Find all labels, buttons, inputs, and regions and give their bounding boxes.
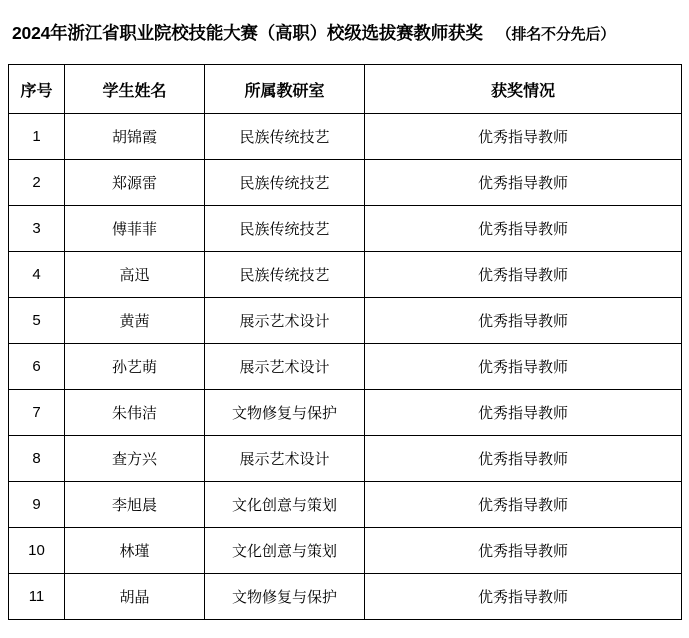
table-row bbox=[9, 298, 682, 344]
cell-name: 胡晶 bbox=[65, 574, 205, 620]
cell-room: 民族传统技艺 bbox=[205, 114, 365, 160]
cell-no: 10 bbox=[9, 528, 65, 574]
cell-no: 3 bbox=[9, 206, 65, 252]
cell-room: 展示艺术设计 bbox=[205, 344, 365, 390]
cell-name: 郑源雷 bbox=[65, 160, 205, 206]
table-header-row bbox=[9, 65, 682, 114]
column-header-no: 序号 bbox=[9, 65, 65, 114]
cell-no: 9 bbox=[9, 482, 65, 528]
page-title bbox=[8, 0, 681, 45]
cell-no: 4 bbox=[9, 252, 65, 298]
cell-name: 黄茜 bbox=[65, 298, 205, 344]
title-note-text: （排名不分先后） bbox=[496, 26, 616, 43]
table-row bbox=[9, 114, 682, 160]
table-row bbox=[9, 528, 682, 574]
cell-room: 文物修复与保护 bbox=[205, 390, 365, 436]
table-row bbox=[9, 390, 682, 436]
cell-no: 8 bbox=[9, 436, 65, 482]
cell-room: 民族传统技艺 bbox=[205, 160, 365, 206]
cell-no: 1 bbox=[9, 114, 65, 160]
cell-name: 朱伟洁 bbox=[65, 390, 205, 436]
table-row bbox=[9, 436, 682, 482]
cell-no: 2 bbox=[9, 160, 65, 206]
title-main-text: 2024年浙江省职业院校技能大赛（高职）校级选拔赛教师获奖 bbox=[12, 23, 483, 43]
cell-name: 李旭晨 bbox=[65, 482, 205, 528]
cell-award: 优秀指导教师 bbox=[365, 390, 682, 436]
column-header-name: 学生姓名 bbox=[65, 65, 205, 114]
cell-name: 高迅 bbox=[65, 252, 205, 298]
cell-name: 孙艺萌 bbox=[65, 344, 205, 390]
cell-no: 6 bbox=[9, 344, 65, 390]
cell-award: 优秀指导教师 bbox=[365, 252, 682, 298]
cell-award: 优秀指导教师 bbox=[365, 482, 682, 528]
column-header-room: 所属教研室 bbox=[205, 65, 365, 114]
table-row bbox=[9, 482, 682, 528]
table-row bbox=[9, 252, 682, 298]
cell-award: 优秀指导教师 bbox=[365, 160, 682, 206]
cell-name: 胡锦霞 bbox=[65, 114, 205, 160]
cell-award: 优秀指导教师 bbox=[365, 114, 682, 160]
cell-room: 文化创意与策划 bbox=[205, 528, 365, 574]
cell-no: 11 bbox=[9, 574, 65, 620]
cell-room: 文化创意与策划 bbox=[205, 482, 365, 528]
cell-award: 优秀指导教师 bbox=[365, 206, 682, 252]
table-row bbox=[9, 206, 682, 252]
cell-room: 展示艺术设计 bbox=[205, 436, 365, 482]
cell-award: 优秀指导教师 bbox=[365, 574, 682, 620]
cell-room: 文物修复与保护 bbox=[205, 574, 365, 620]
cell-room: 民族传统技艺 bbox=[205, 252, 365, 298]
cell-award: 优秀指导教师 bbox=[365, 344, 682, 390]
cell-name: 林瑾 bbox=[65, 528, 205, 574]
cell-no: 5 bbox=[9, 298, 65, 344]
cell-award: 优秀指导教师 bbox=[365, 298, 682, 344]
cell-name: 傅菲菲 bbox=[65, 206, 205, 252]
award-table bbox=[8, 64, 682, 620]
table-row bbox=[9, 160, 682, 206]
cell-award: 优秀指导教师 bbox=[365, 436, 682, 482]
cell-room: 展示艺术设计 bbox=[205, 298, 365, 344]
cell-award: 优秀指导教师 bbox=[365, 528, 682, 574]
column-header-award: 获奖情况 bbox=[365, 65, 682, 114]
cell-no: 7 bbox=[9, 390, 65, 436]
cell-room: 民族传统技艺 bbox=[205, 206, 365, 252]
table-row bbox=[9, 344, 682, 390]
cell-name: 查方兴 bbox=[65, 436, 205, 482]
table-body bbox=[9, 114, 682, 620]
table-row bbox=[9, 574, 682, 620]
